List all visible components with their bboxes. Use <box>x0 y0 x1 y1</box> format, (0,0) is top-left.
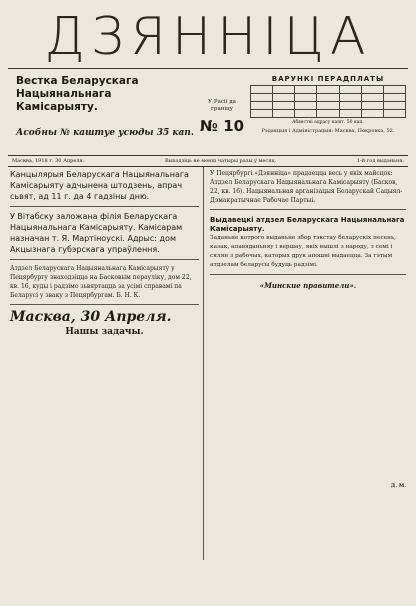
dateline-center: Выходзіць не менш чатыры разы у месяц. <box>165 158 277 164</box>
dateline-right: 1-й год выданьня. <box>356 158 404 164</box>
right-intro: У Пецярбургі «Дзянніца» прадаецца весь у якіх майсцох: Атдзел Беларускага Нацыянальнага Камісарыяту (Басков, 22, кв. 16). Нацыянальная арганізацыя Беларускай Сацыял-Дэмакратычнае Рабочае Партыі. <box>210 170 403 204</box>
left-column <box>8 167 204 560</box>
dateline-left: Масква, 1918 г. 30 Апреля. <box>12 158 85 164</box>
right-column <box>204 167 408 560</box>
body <box>8 167 408 560</box>
notice-vitebsk: У Вітабску заложана філія Беларускага Нацыянальнага Камісарыяту. Камісарам назначан т. Я. Мартіноускі. Адрыс: дом Акцызнага губэрскага упраўлення. <box>10 212 183 254</box>
dateline <box>8 156 408 167</box>
issue-number: № 10 <box>199 117 245 135</box>
notice-petersburg: Атдзел Беларускага Нацыянальнага Камісарыяту у Пецярбургу знаходзіцца на Басковым перауліку, дом 22, кв. 16, куды і радзімо зьвяртацца за усімі справамі па Беларусі у зваку з Пецярбургам. Б. Н. К. <box>10 265 192 299</box>
price-note: Асобны № каштуе усюды 35 кап. <box>16 128 194 138</box>
subtitle: Вестка Беларускага Нацыянальнага Камісарыяту. <box>16 75 139 113</box>
subscription-box <box>246 69 408 155</box>
signature: Д. М. <box>390 483 406 489</box>
article-title: «Минские правители». <box>259 281 357 290</box>
divider <box>210 209 406 210</box>
subscription-title: ВАРУНКІ ПЕРАДПЛАТЫ <box>271 75 385 83</box>
subscription-address: Рэдакцыя і Адміністрацыя: Масква, Покровка, 52. <box>261 128 395 134</box>
subscription-table <box>250 85 406 118</box>
article-text-1 <box>210 293 306 483</box>
editorial-heading: Масква, 30 Апреля. <box>10 309 172 325</box>
notice-office-hours: Канцылярыя Беларускага Нацыянальнага Камісарыяту адчынена штодзень, апрач сьвят, ад 11 г. да 4 гадзіны дню. <box>10 170 189 201</box>
editorial-text-2 <box>107 340 199 560</box>
editorial-subheading: Нашы задачы. <box>65 327 144 337</box>
divider <box>10 304 199 305</box>
subscription-note: Абвесткі адрасу кашт. 50 кап. <box>292 120 364 125</box>
header-left <box>8 69 198 155</box>
divider <box>10 206 199 207</box>
divider <box>10 259 199 260</box>
header-block <box>8 69 408 156</box>
section-text: Заданьне котрого выданьне збор тэкстау беларускіх песень, казак, апавяданьняу і вершау, якіх вышлі з народу, з семі і сялян з рабочых, каторых друк апошні выдаецца. За гэтым атдзелам беларусы будуць радзімі. <box>210 235 396 268</box>
article-text-2 <box>311 293 407 483</box>
masthead-title: ДЗЯННІЦА <box>8 6 408 69</box>
article-columns <box>210 293 406 483</box>
section-title: Выдавецкі атдзел Беларускага Нацыянальнага Камісарыяту. <box>210 216 405 233</box>
editorial-text-1 <box>10 340 102 560</box>
header-middle <box>198 69 246 155</box>
editorial-columns <box>10 340 199 560</box>
divider <box>210 274 406 275</box>
abroad-note: У Расіі да граніцу <box>208 99 236 112</box>
